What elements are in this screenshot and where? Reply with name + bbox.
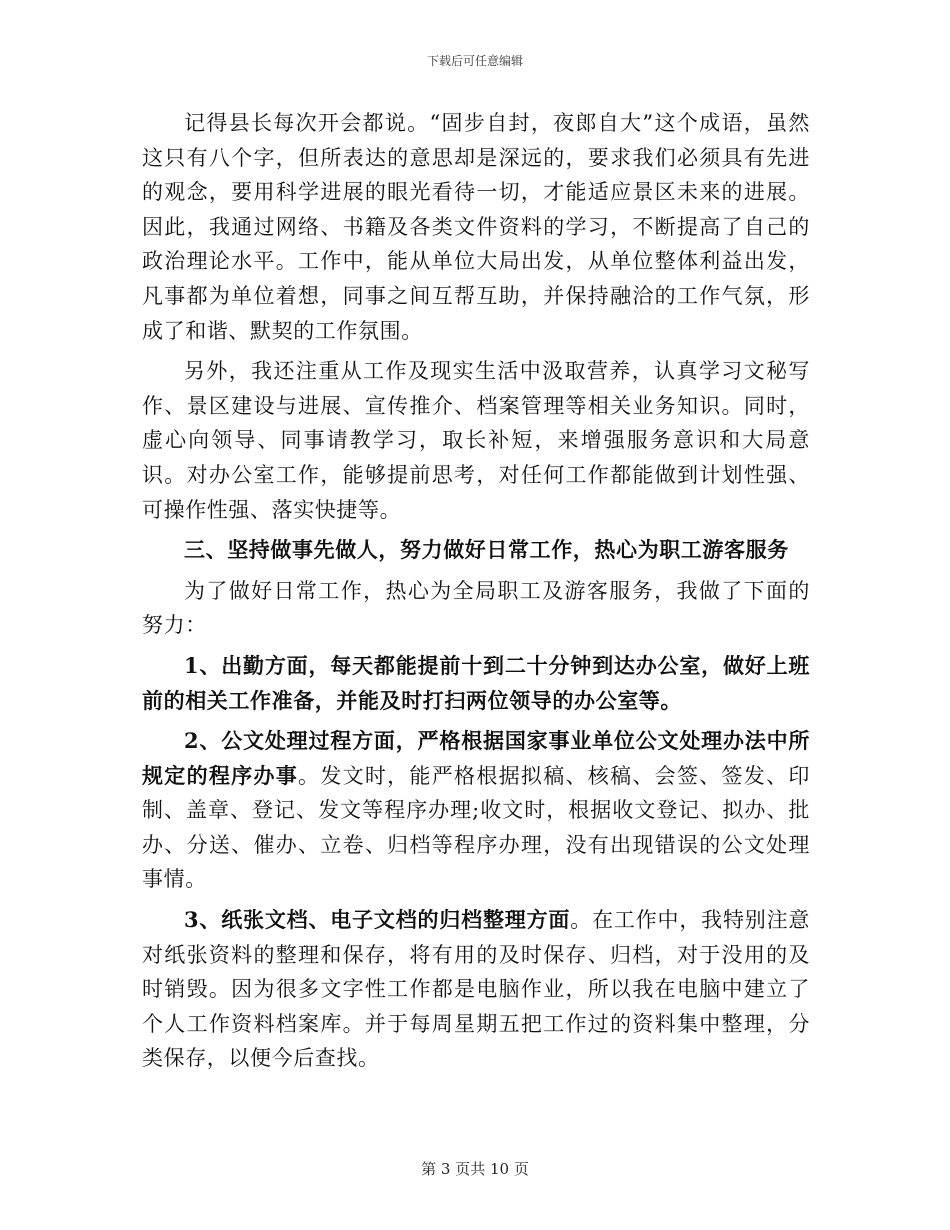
list-item-2 <box>142 724 810 897</box>
paragraph-1: 记得县长每次开会都说。“固步自封，夜郎自大”这个成语，虽然这只有八个字，但所表达的意思却是深远的，要求我们必须具有先进的观念，要用科学进展的眼光看待一切，才能适应景区未来的进展。因此，我通过网络、书籍及各类文件资料的学习，不断提高了自己的政治理论水平。工作中，能从单位大局出发，从单位整体利益出发，凡事都为单位着想，同事之间互帮互助，并保持融洽的工作气氛，形成了和谐、默契的工作氛围。 <box>142 111 810 343</box>
list-item-2-lead: 2、公文处理过程方面，严格根据国家事业单位公文处理办法中所规定的程序办事 <box>142 728 810 788</box>
paragraph-2: 另外，我还注重从工作及现实生活中汲取营养，认真学习文秘写作、景区建设与进展、宣传推介、档案管理等相关业务知识。同时，虚心向领导、同事请教学习，取长补短，来增强服务意识和大局意识。对办公室工作，能够提前思考，对任何工作都能做到计划性强、可操作性强、落实快捷等。 <box>142 359 810 522</box>
page-footer: 第 3 页共 10 页 <box>421 1160 529 1178</box>
list-item-1: 1、出勤方面，每天都能提前十到二十分钟到达办公室，做好上班前的相关工作准备，并能及时打扫两位领导的办公室等。 <box>142 652 810 713</box>
list-item-3 <box>142 903 810 1076</box>
list-item-2-text: 。发文时，能严格根据拟稿、核稿、会签、签发、印制、盖章、登记、发文等程序办理;收文时，根据收文登记、拟办、批办、分送、催办、立卷、归档等程序办理，没有出现错误的公文处理事情。 <box>142 763 810 892</box>
list-item-3-text: 。在工作中，我特别注意对纸张资料的整理和保存，将有用的及时保存、归档，对于没用的及时销毁。因为很多文字性工作都是电脑作业，所以我在电脑中建立了个人工作资料档案库。并于每周星期五把工作过的资料集中整理，分类保存，以便今后查找。 <box>142 908 810 1071</box>
page-header: 下载后可任意编辑 <box>426 54 523 68</box>
document-body <box>142 106 810 1082</box>
section-heading-3: 三、坚持做事先做人，努力做好日常工作，热心为职工游客服务 <box>184 537 789 563</box>
paragraph-3: 为了做好日常工作，热心为全局职工及游客服务，我做了下面的努力： <box>142 578 810 638</box>
list-item-3-lead: 3、纸张文档、电子文档的归档整理方面 <box>184 907 571 933</box>
